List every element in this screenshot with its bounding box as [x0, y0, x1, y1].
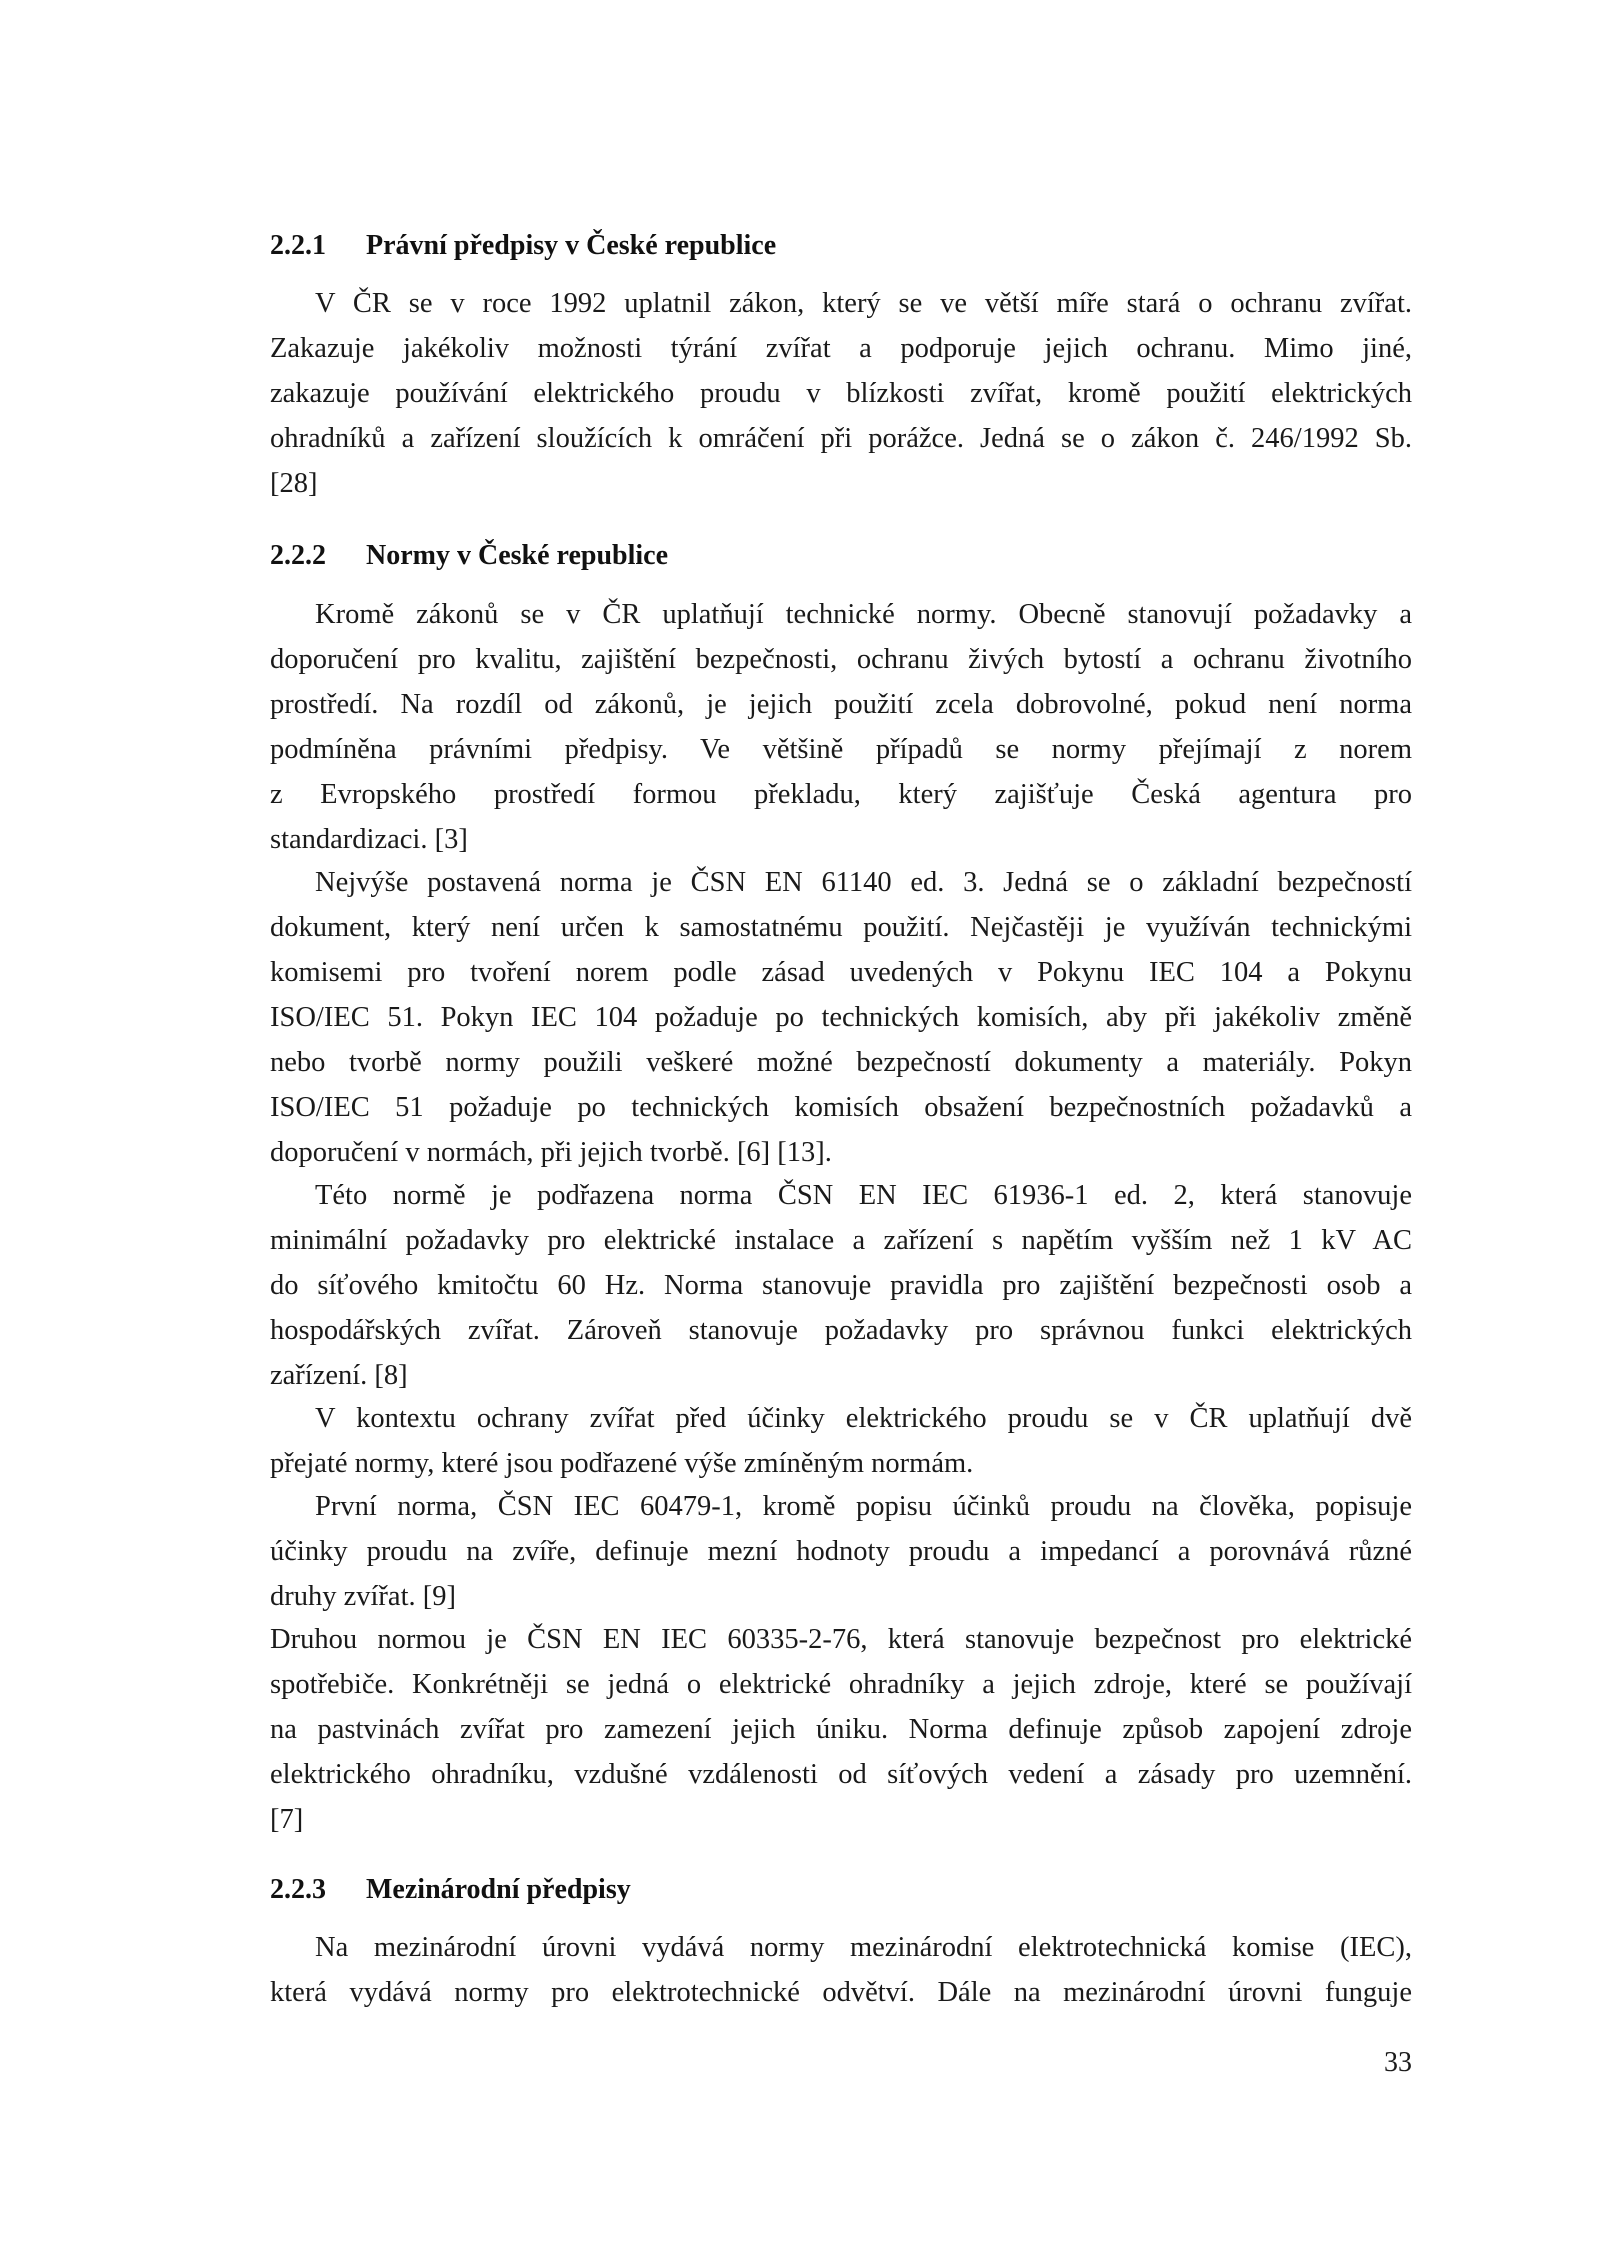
section-number: 2.2.2: [270, 540, 326, 571]
paragraph-line: Nejvýše postavená norma je ČSN EN 61140 ed. 3. Jedná se o základní bezpečností: [315, 867, 1412, 898]
paragraph-line: na pastvinách zvířat pro zamezení jejich úniku. Norma definuje způsob zapojení zdroje: [270, 1714, 1412, 1745]
paragraph-line: standardizaci. [3]: [270, 824, 468, 855]
citation: [7]: [270, 1804, 304, 1835]
section-number: 2.2.3: [270, 1874, 326, 1905]
paragraph-line: Druhou normou je ČSN EN IEC 60335-2-76, která stanovuje bezpečnost pro elektrické: [270, 1624, 1412, 1655]
paragraph-line: Této normě je podřazena norma ČSN EN IEC 61936-1 ed. 2, která stanovuje: [315, 1180, 1412, 1211]
paragraph-line: z Evropského prostředí formou překladu, který zajišťuje Česká agentura pro: [270, 779, 1412, 810]
paragraph-line: přejaté normy, které jsou podřazené výše zmíněným normám.: [270, 1448, 974, 1479]
paragraph-line: ISO/IEC 51 požaduje po technických komisích obsažení bezpečnostních požadavků a: [270, 1092, 1412, 1123]
section-heading-2-2-2: [270, 540, 668, 572]
paragraph-line: Na mezinárodní úrovni vydává normy mezinárodní elektrotechnická komise (IEC),: [315, 1932, 1412, 1963]
paragraph-line: ISO/IEC 51. Pokyn IEC 104 požaduje po technických komisích, aby při jakékoliv změně: [270, 1002, 1412, 1033]
page-number: 33: [1384, 2047, 1412, 2078]
paragraph-line: nebo tvorbě normy použili veškeré možné bezpečností dokumenty a materiály. Pokyn: [270, 1047, 1412, 1078]
paragraph-line: zakazuje používání elektrického proudu v blízkosti zvířat, kromě použití elektrických: [270, 378, 1412, 409]
paragraph-line: Zakazuje jakékoliv možnosti týrání zvířat a podporuje jejich ochranu. Mimo jiné,: [270, 333, 1412, 364]
paragraph-line: V kontextu ochrany zvířat před účinky elektrického proudu se v ČR uplatňují dvě: [315, 1403, 1412, 1434]
paragraph-line: V ČR se v roce 1992 uplatnil zákon, který se ve větší míře stará o ochranu zvířat.: [315, 288, 1412, 319]
paragraph-line: dokument, který není určen k samostatnému použití. Nejčastěji je využíván technickými: [270, 912, 1412, 943]
paragraph-line: doporučení pro kvalitu, zajištění bezpečnosti, ochranu živých bytostí a ochranu životního: [270, 644, 1412, 675]
paragraph-line: spotřebiče. Konkrétněji se jedná o elektrické ohradníky a jejich zdroje, které se používají: [270, 1669, 1412, 1700]
paragraph-line: která vydává normy pro elektrotechnické odvětví. Dále na mezinárodní úrovni funguje: [270, 1977, 1412, 2008]
paragraph-line: hospodářských zvířat. Zároveň stanovuje požadavky pro správnou funkci elektrických: [270, 1315, 1412, 1346]
paragraph-line: doporučení v normách, při jejich tvorbě. [6] [13].: [270, 1137, 832, 1168]
paragraph-line: elektrického ohradníku, vzdušné vzdálenosti od síťových vedení a zásady pro uzemnění.: [270, 1759, 1412, 1790]
section-number: 2.2.1: [270, 230, 326, 261]
section-title: Právní předpisy v České republice: [366, 230, 777, 261]
paragraph-line: účinky proudu na zvíře, definuje mezní hodnoty proudu a impedancí a porovnává různé: [270, 1536, 1412, 1567]
paragraph-line: minimální požadavky pro elektrické instalace a zařízení s napětím vyšším než 1 kV AC: [270, 1225, 1412, 1256]
section-heading-2-2-3: [270, 1874, 631, 1906]
citation: [28]: [270, 468, 318, 499]
paragraph-line: druhy zvířat. [9]: [270, 1581, 456, 1612]
paragraph-line: Kromě zákonů se v ČR uplatňují technické normy. Obecně stanovují požadavky a: [315, 599, 1412, 630]
paragraph-line: podmíněna právními předpisy. Ve většině případů se normy přejímají z norem: [270, 734, 1412, 765]
section-title: Mezinárodní předpisy: [366, 1874, 631, 1905]
paragraph-line: První norma, ČSN IEC 60479-1, kromě popisu účinků proudu na člověka, popisuje: [315, 1491, 1412, 1522]
section-heading-2-2-1: [270, 230, 776, 262]
paragraph-line: ohradníků a zařízení sloužících k omráčení při porážce. Jedná se o zákon č. 246/1992 Sb.: [270, 423, 1412, 454]
paragraph-line: do síťového kmitočtu 60 Hz. Norma stanovuje pravidla pro zajištění bezpečnosti osob a: [270, 1270, 1412, 1301]
paragraph-line: zařízení. [8]: [270, 1360, 408, 1391]
section-title: Normy v České republice: [366, 540, 668, 571]
paragraph-line: komisemi pro tvoření norem podle zásad uvedených v Pokynu IEC 104 a Pokynu: [270, 957, 1412, 988]
paragraph-line: prostředí. Na rozdíl od zákonů, je jejich použití zcela dobrovolné, pokud není norma: [270, 689, 1412, 720]
